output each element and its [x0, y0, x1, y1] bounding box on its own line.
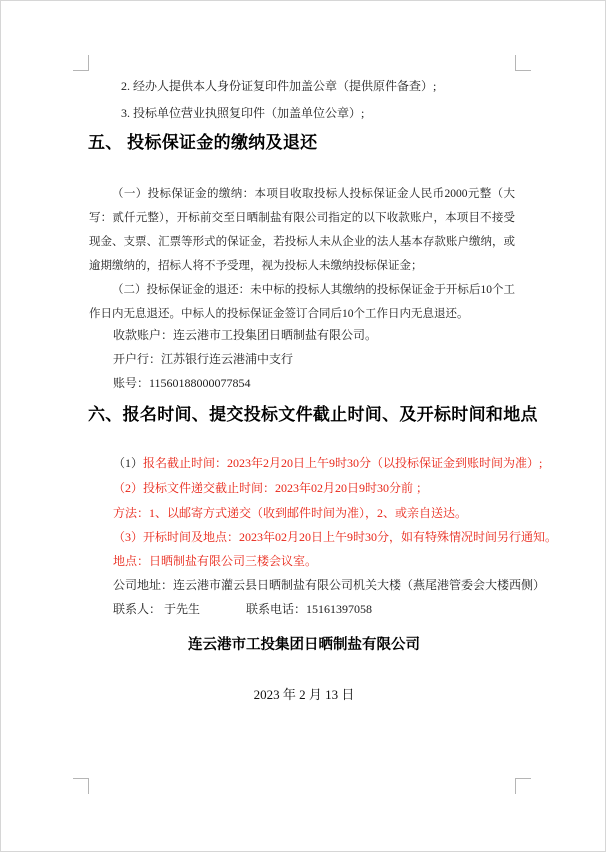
payee-account-line: 收款账户：连云港市工投集团日晒制盐有限公司。	[113, 328, 378, 342]
venue-line: 地点：日晒制盐有限公司三楼会议室。	[113, 554, 318, 568]
crop-mark-top-left	[73, 55, 89, 71]
company-address-line: 公司地址：连云港市灌云县日晒制盐有限公司机关大楼（燕尾港管委会大楼西侧）	[113, 578, 546, 592]
account-number-line: 账号：11560188000077854	[113, 376, 251, 390]
section5-heading: 五、 投标保证金的缴纳及退还	[88, 133, 318, 152]
crop-mark-bottom-left	[73, 778, 89, 794]
bank-line: 开户行：江苏银行连云港浦中支行	[113, 352, 294, 366]
list-item-business-license: 3. 投标单位营业执照复印件（加盖单位公章）;	[121, 106, 365, 120]
signature-date: 2023 年 2 月 13 日	[253, 687, 355, 702]
contact-person: 联系人： 于先生	[113, 602, 201, 616]
registration-deadline-prefix: （1）	[113, 456, 144, 470]
contact-line	[89, 602, 515, 617]
crop-mark-top-right	[515, 55, 531, 71]
deposit-payment-paragraph: （一）投标保证金的缴纳：本项目收取投标人投标保证金人民币2000元整（大写：贰仟元整），开标前交至日晒制盐有限公司指定的以下收款账户，本项目不接受现金、支票、汇票等形式的保证金，若投标人未从企业的法人基本存款账户缴纳，或逾期缴纳的，招标人将不予受理，视为投标人未缴纳投标保证金；	[89, 188, 515, 272]
registration-deadline-text: 报名截止时间：2023年2月20日上午9时30分（以投标保证金到账时间为准）;	[143, 456, 543, 470]
deposit-refund-paragraph: （二）投标保证金的退还：未中标的投标人其缴纳的投标保证金于开标后10个工作日内无息退还。中标人的投标保证金签订合同后10个工作日内无息退还。	[89, 284, 515, 320]
submission-deadline-line: （2）投标文件递交截止时间：2023年02月20日9时30分前 ；	[113, 481, 429, 495]
contact-phone: 联系电话：15161397058	[246, 602, 373, 616]
delivery-method-line: 方法：1、以邮寄方式递交（收到邮件时间为准），2、或亲自送达。	[113, 506, 468, 520]
crop-mark-bottom-right	[515, 778, 531, 794]
signature-company-name: 连云港市工投集团日晒制盐有限公司	[188, 637, 420, 653]
registration-deadline-line	[89, 456, 543, 471]
list-item-id-copy: 2. 经办人提供本人身份证复印件加盖公章（提供原件备查）;	[121, 79, 437, 93]
section6-heading: 六、报名时间、提交投标文件截止时间、及开标时间和地点	[88, 405, 538, 424]
bid-opening-line: （3）开标时间及地点：2023年02月20日上午9时30分，如有特殊情况时间另行通知。	[113, 530, 558, 544]
